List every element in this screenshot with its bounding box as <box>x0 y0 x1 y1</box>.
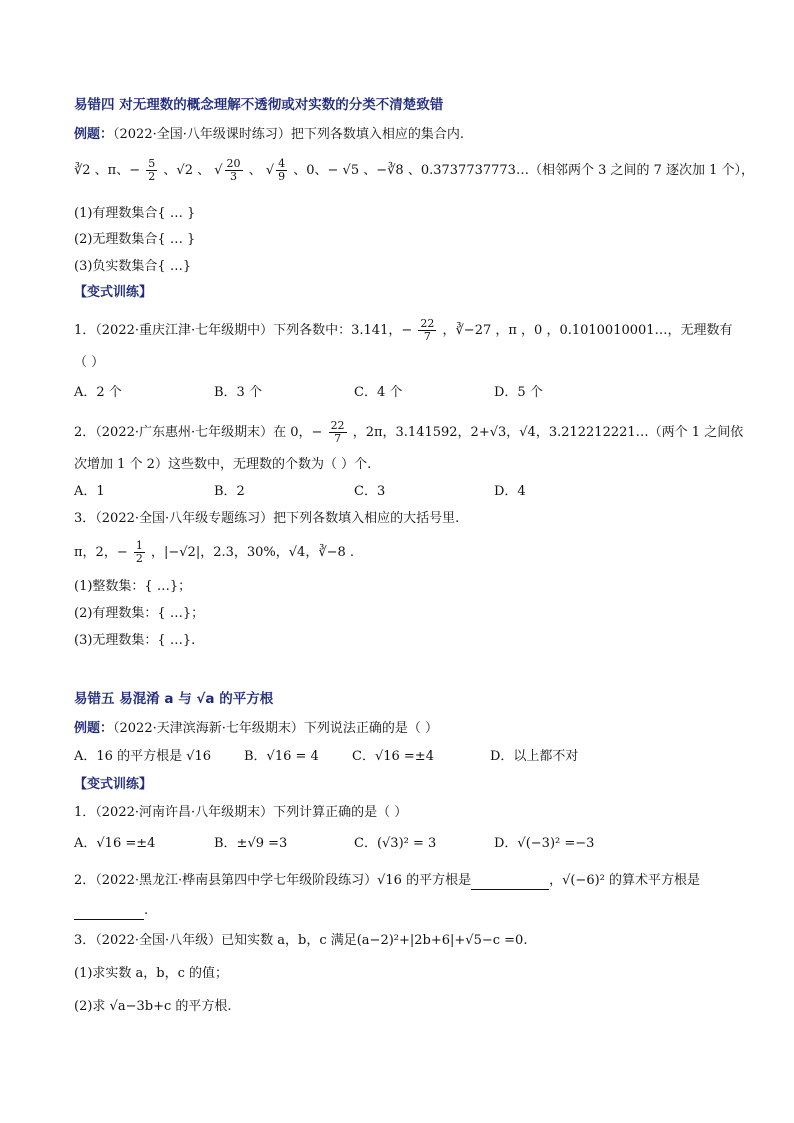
set-integers: (1)整数集：{ …}； <box>74 579 192 594</box>
question-text: 2．（2022·广东惠州·七年级期末）在 0，− <box>74 425 323 440</box>
option-c: C．(√3)² = 3 <box>354 836 437 851</box>
question-2 <box>74 420 743 445</box>
question-5-1: 1．（2022·河南许昌·八年级期末）下列计算正确的是（ ） <box>74 805 408 820</box>
radical-fraction: √ $\frac{4}{9}$ <box>265 157 286 183</box>
question-text: . <box>144 903 149 918</box>
option-d: D．5 个 <box>494 385 543 400</box>
example-label: 例题： <box>74 721 114 736</box>
option-d: D．以上都不对 <box>490 749 579 764</box>
number-list-part: 、0、− √5 、−∛8 、0.3737737773…（相邻两个 3 之间的 7 逐次加 1 个）， <box>293 163 755 178</box>
question-text: ，|−√2|，2.3，30%，√4，∛−8 . <box>151 545 355 560</box>
option-b: B．3 个 <box>214 385 262 400</box>
question-5-1-options <box>74 835 634 853</box>
question-3: 3．（2022·全国·八年级专题练习）把下列各数填入相应的大括号里. <box>74 511 460 526</box>
example-text: （2022·全国·八年级课时练习）把下列各数填入相应的集合内. <box>113 127 464 142</box>
numerator: 20 <box>226 157 241 170</box>
denominator: 9 <box>278 170 286 183</box>
fraction <box>329 420 347 445</box>
question-3-numbers <box>74 540 354 565</box>
radical-fraction: √ $\frac{20}{3}$ <box>214 157 241 183</box>
answer-blank[interactable] <box>471 875 549 890</box>
numerator: 22 <box>330 419 345 432</box>
example-text: （2022·天津滨海新·七年级期末）下列说法正确的是（ ） <box>113 721 438 736</box>
number-list-part: ∛2 、π、− <box>74 163 141 178</box>
question-5-3-part-1: (1)求实数 a，b，c 的值； <box>74 966 229 981</box>
option-c: C．√16 =±4 <box>352 749 434 764</box>
question-2-options <box>74 483 634 501</box>
example-5-options <box>74 748 630 766</box>
question-text: ，2π，3.141592，2+√3，√4，3.212212221…（两个 1 之间依 <box>352 425 744 440</box>
question-text: 2．（2022·黑龙江·桦南县第四中学七年级阶段练习）√16 的平方根是 <box>74 873 472 888</box>
section-5-title: 易错五 易混淆 a 与 √a 的平方根 <box>74 691 274 707</box>
question-1-bracket: （ ） <box>74 355 105 370</box>
question-1-options <box>74 384 634 402</box>
question-5-2 <box>74 872 700 890</box>
question-text: π，2，− <box>74 545 128 560</box>
option-c: C．4 个 <box>354 385 403 400</box>
option-a: A．√16 =±4 <box>74 836 156 851</box>
option-a: A．2 个 <box>74 385 122 400</box>
question-5-3: 3．（2022·全国·八年级）已知实数 a，b，c 满足(a−2)²+|2b+6|+√5−c =0. <box>74 933 528 948</box>
option-a: A．16 的平方根是 √16 <box>74 749 212 764</box>
example-4 <box>74 126 464 144</box>
fraction <box>146 158 157 183</box>
option-a: A．1 <box>74 484 105 499</box>
set-rational-numbers: (2)有理数集：{ …}； <box>74 606 205 621</box>
set-irrational: (2)无理数集合{ … } <box>74 232 196 247</box>
denominator: 3 <box>230 170 238 183</box>
question-text: ，√(−6)² 的算术平方根是 <box>549 873 701 888</box>
option-b: B．2 <box>214 484 245 499</box>
practice-heading: 【变式训练】 <box>74 777 153 792</box>
example-label: 例题： <box>74 127 114 142</box>
number-list-4 <box>74 158 754 183</box>
option-b: B．±√9 =3 <box>214 836 288 851</box>
set-negative: (3)负实数集合{ …} <box>74 259 192 274</box>
fraction <box>134 540 145 565</box>
numerator: 1 <box>135 539 143 552</box>
number-list-part: 、 <box>248 163 262 178</box>
option-c: C．3 <box>354 484 386 499</box>
question-5-2-cont <box>74 902 148 920</box>
question-5-3-part-2: (2)求 √a−3b+c 的平方根. <box>74 999 232 1014</box>
denominator: 2 <box>148 170 156 183</box>
numerator: 22 <box>420 317 435 330</box>
question-text: ，∛−27 ，π ，0 ，0.1010010001…，无理数有 <box>442 323 733 338</box>
example-5 <box>74 720 438 738</box>
set-rational: (1)有理数集合{ … } <box>74 206 196 221</box>
option-d: D．√(−3)² =−3 <box>494 836 595 851</box>
numerator: 5 <box>148 157 156 170</box>
answer-blank[interactable] <box>74 905 144 920</box>
question-2-cont: 次增加 1 个 2）这些数中，无理数的个数为（ ）个. <box>74 457 372 472</box>
denominator: 7 <box>423 330 431 343</box>
question-1 <box>74 318 733 343</box>
set-irrational-numbers: (3)无理数集：{ …}. <box>74 633 196 648</box>
section-4-title: 易错四 对无理数的概念理解不透彻或对实数的分类不清楚致错 <box>74 97 444 113</box>
denominator: 7 <box>334 432 342 445</box>
option-d: D．4 <box>494 484 526 499</box>
practice-heading: 【变式训练】 <box>74 285 153 300</box>
number-list-part: 、√2 、 <box>163 163 211 178</box>
fraction <box>418 318 436 343</box>
question-text: 1．（2022·重庆江津·七年级期中）下列各数中：3.141，− <box>74 323 413 338</box>
numerator: 4 <box>278 157 286 170</box>
denominator: 2 <box>135 552 143 565</box>
option-b: B．√16 = 4 <box>244 749 319 764</box>
